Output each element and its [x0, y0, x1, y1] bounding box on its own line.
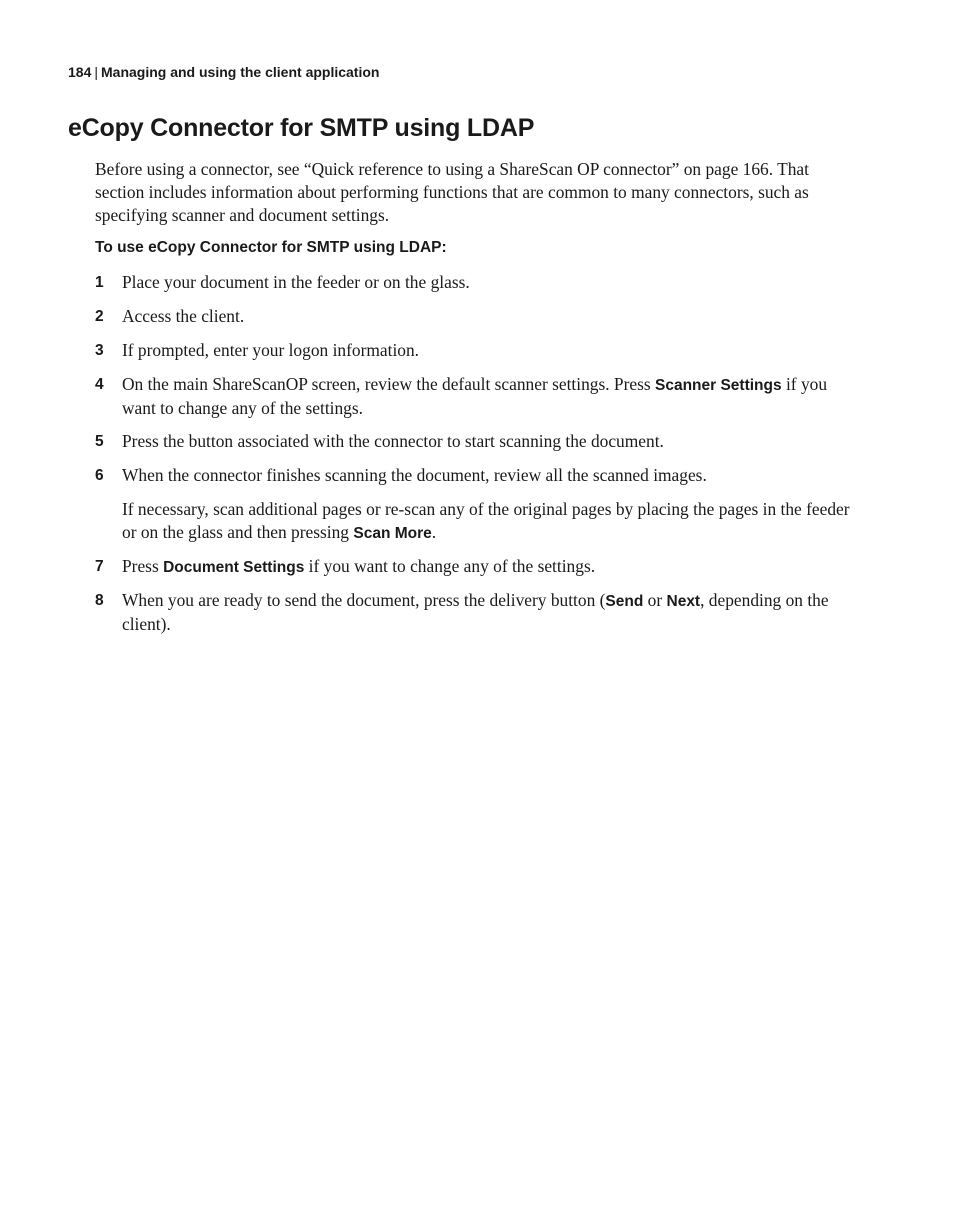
ui-label-scanner-settings: Scanner Settings: [655, 377, 782, 394]
step-2: [95, 305, 855, 328]
step-text-part: or: [643, 590, 667, 610]
header-separator: |: [94, 64, 98, 80]
step-text-part: Press: [122, 556, 164, 576]
step-4: [95, 373, 855, 420]
step-6-note: [122, 498, 855, 545]
ui-label-document-settings: Document Settings: [163, 559, 305, 576]
step-3: [95, 339, 855, 362]
step-number: 6: [95, 467, 104, 484]
step-text-part: if you want to change any of the settings.: [122, 374, 828, 418]
step-text: If prompted, enter your logon information.: [122, 340, 420, 360]
step-text: [122, 555, 855, 579]
step-text: Place your document in the feeder or on the glass.: [122, 272, 470, 292]
step-8: [95, 589, 855, 636]
step-number: 5: [95, 433, 104, 450]
step-number: 3: [95, 342, 104, 359]
step-text: [122, 373, 855, 420]
step-text-part: if you want to change any of the settings.: [304, 556, 596, 576]
step-text: [122, 589, 855, 636]
step-text: Press the button associated with the connector to start scanning the document.: [122, 431, 664, 451]
step-text-part: , depending on the client).: [122, 590, 829, 634]
running-header: [68, 64, 379, 80]
ui-label-scan-more: Scan More: [353, 525, 432, 542]
step-text: When the connector finishes scanning the document, review all the scanned images.: [122, 465, 707, 485]
step-number: 4: [95, 376, 104, 393]
step-number: 2: [95, 308, 104, 325]
procedure-heading: To use eCopy Connector for SMTP using LDAP:: [95, 239, 447, 256]
ui-label-next: Next: [666, 593, 701, 610]
section-title: eCopy Connector for SMTP using LDAP: [68, 114, 535, 142]
ui-label-send: Send: [605, 593, 644, 610]
step-text-part: When you are ready to send the document, press the delivery button (: [122, 590, 606, 610]
step-7: [95, 555, 855, 579]
step-text-part: On the main ShareScanOP screen, review the default scanner settings. Press: [122, 374, 655, 394]
step-number: 7: [95, 558, 104, 575]
step-text: Access the client.: [122, 306, 245, 326]
chapter-title: Managing and using the client application: [101, 64, 380, 80]
step-1: [95, 271, 855, 294]
step-number: 1: [95, 274, 104, 291]
page-number: 184: [68, 64, 92, 80]
intro-paragraph: Before using a connector, see “Quick reference to using a ShareScan OP connector” on page 166. That section includes information about performing functions that are common to many connectors, such as specifying scanner and document settings.: [95, 159, 809, 225]
step-6: [95, 464, 855, 487]
note-text-part: .: [431, 522, 437, 542]
step-5: [95, 430, 855, 453]
step-number: 8: [95, 592, 104, 609]
note-text-part: If necessary, scan additional pages or re-scan any of the original pages by placing the pages in the feeder or on the glass and then pressing: [122, 499, 850, 542]
